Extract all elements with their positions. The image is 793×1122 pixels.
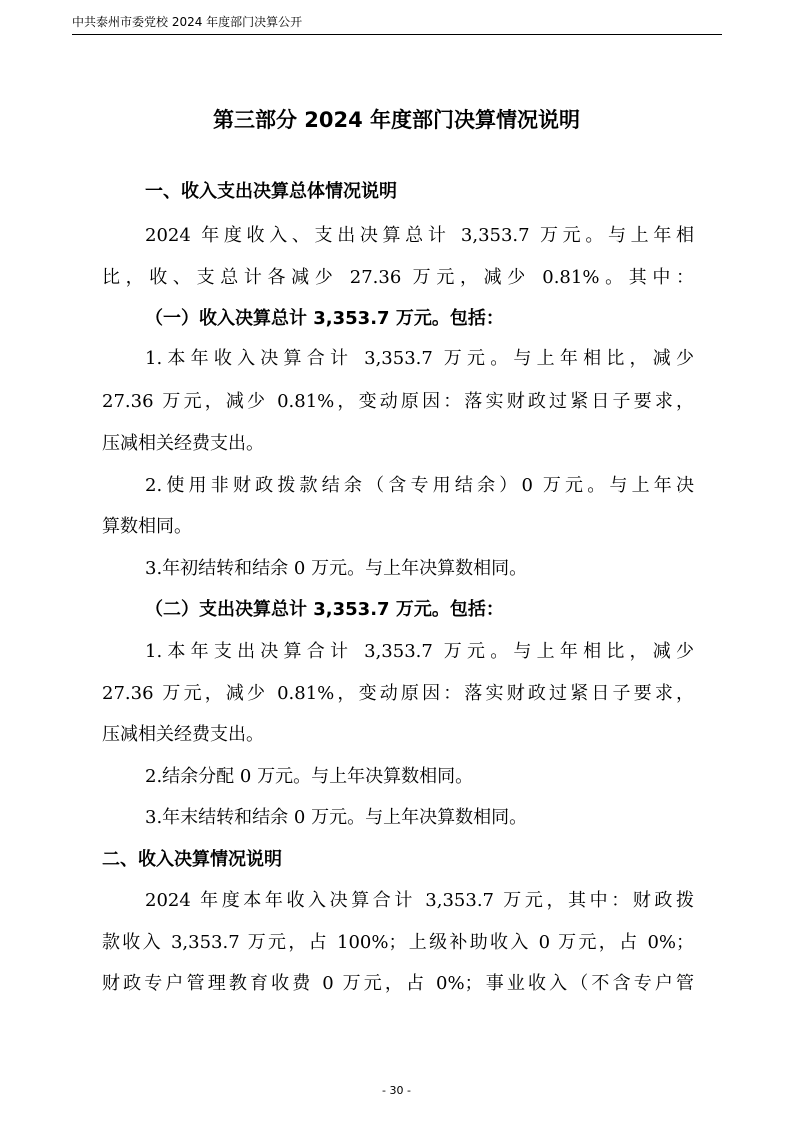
- paragraph-line: 27.36 万元，减少 0.81%，变动原因：落实财政过紧日子要求，: [102, 683, 694, 704]
- paragraph-line: 2024 年度本年收入决算合计 3,353.7 万元，其中：财政拨: [145, 890, 694, 911]
- header-divider: [72, 34, 722, 35]
- page-number: - 30 -: [382, 1084, 411, 1097]
- paragraph-line: 3.年初结转和结余 0 万元。与上年决算数相同。: [145, 558, 528, 579]
- subsection-heading-income: （一）收入决算总计 3,353.7 万元。包括：: [145, 308, 504, 329]
- paragraph-line: 款收入 3,353.7 万元，占 100%；上级补助收入 0 万元，占 0%；: [102, 932, 694, 953]
- running-header: 中共泰州市委党校 2024 年度部门决算公开: [72, 15, 303, 29]
- paragraph-line: 财政专户管理教育收费 0 万元，占 0%；事业收入（不含专户管: [102, 973, 694, 994]
- paragraph-line: 压减相关经费支出。: [102, 433, 264, 454]
- paragraph-line: 2024 年度收入、支出决算总计 3,353.7 万元。与上年相: [145, 225, 694, 246]
- paragraph-line: 27.36 万元，减少 0.81%，变动原因：落实财政过紧日子要求，: [102, 391, 694, 412]
- section-heading-1: 一、收入支出决算总体情况说明: [145, 181, 397, 202]
- paragraph-line: 压减相关经费支出。: [102, 724, 264, 745]
- page-title: 第三部分 2024 年度部门决算情况说明: [212, 108, 581, 132]
- paragraph-line: 比，收、支总计各减少 27.36 万元，减少 0.81%。其中：: [102, 267, 694, 288]
- paragraph-line: 3.年末结转和结余 0 万元。与上年决算数相同。: [145, 807, 528, 828]
- section-heading-2: 二、收入决算情况说明: [102, 849, 282, 870]
- paragraph-line: 2.使用非财政拨款结余（含专用结余）0 万元。与上年决: [145, 475, 694, 496]
- paragraph-line: 2.结余分配 0 万元。与上年决算数相同。: [145, 766, 474, 787]
- paragraph-line: 1.本年收入决算合计 3,353.7 万元。与上年相比，减少: [145, 348, 694, 369]
- subsection-heading-expenditure: （二）支出决算总计 3,353.7 万元。包括：: [145, 599, 504, 620]
- paragraph-line: 算数相同。: [102, 516, 192, 537]
- paragraph-line: 1.本年支出决算合计 3,353.7 万元。与上年相比，减少: [145, 641, 694, 662]
